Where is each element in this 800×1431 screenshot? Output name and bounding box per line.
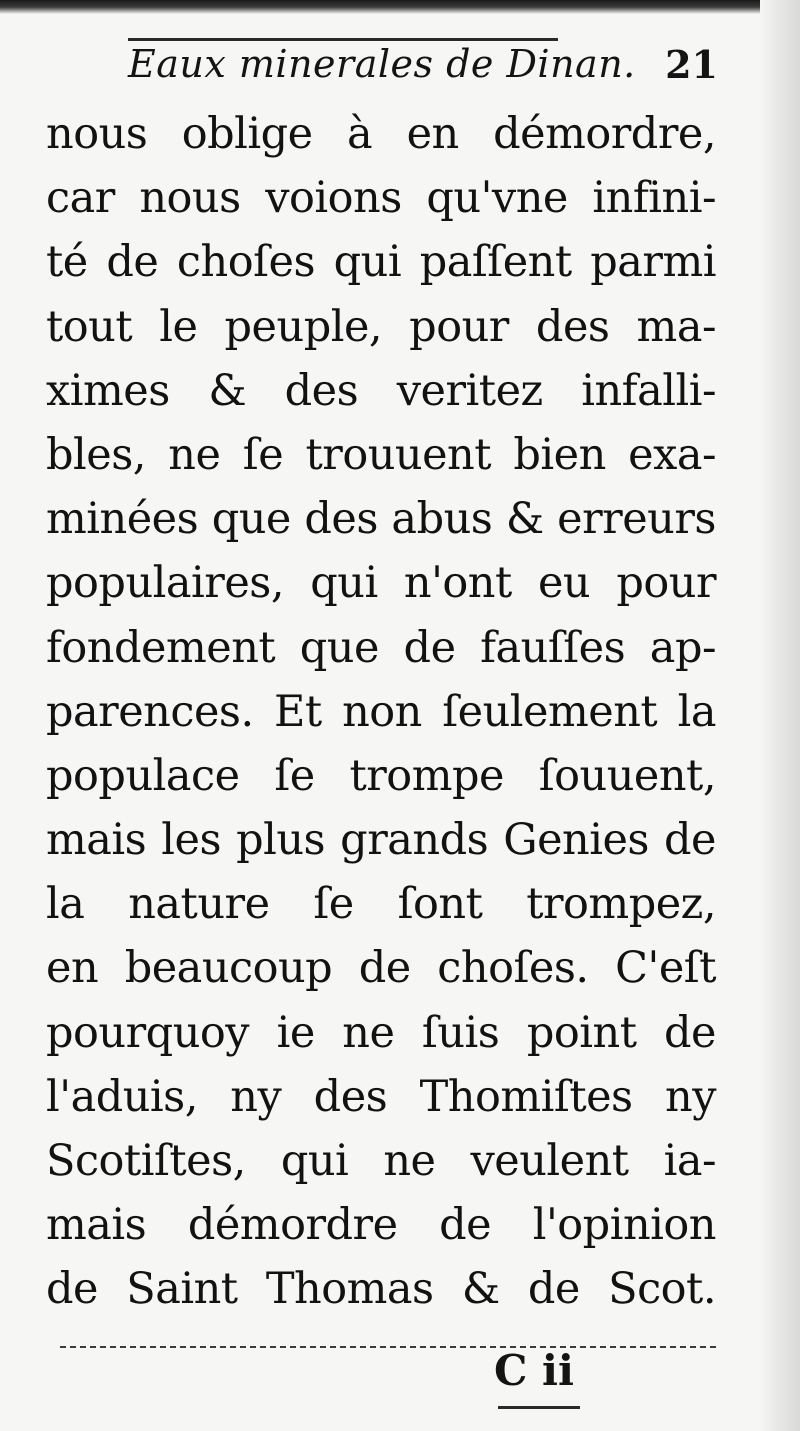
head-rule: [128, 38, 558, 41]
text-line: la nature ſe ſont trompez,: [46, 879, 716, 930]
text-line: car nous voions qu'vne infini-: [46, 173, 716, 224]
text-line: l'aduis, ny des Thomiſtes ny: [46, 1071, 716, 1122]
text-line: nous oblige à en démordre,: [46, 109, 716, 159]
text-line: fondement que de fauſſes ap-: [46, 622, 716, 673]
signature-mark: C ii: [494, 1346, 574, 1395]
text-line: té de choſes qui paſſent parmi: [46, 237, 716, 288]
text-line: ximes & des veritez infalli-: [46, 365, 716, 416]
text-line: en beaucoup de choſes. C'eſt: [46, 943, 716, 994]
text-line: Scotiſtes, qui ne veulent ia-: [46, 1136, 716, 1186]
text-line: bles, ne ſe trouuent bien exa-: [46, 429, 716, 480]
running-title: Eaux minerales de Dinan.: [128, 42, 636, 86]
text-line: de Saint Thomas & de Scot.: [46, 1264, 716, 1315]
text-line: tout le peuple, pour des ma-: [46, 301, 716, 352]
page-number: 21: [665, 42, 718, 87]
scan-top-edge: [0, 0, 800, 14]
bottom-rule: [60, 1346, 716, 1348]
signature-underline: [498, 1406, 580, 1409]
text-line: mais les plus grands Genies de: [46, 815, 716, 866]
scan-right-edge: [760, 0, 800, 1431]
text-line: parences. Et non ſeulement la: [46, 686, 716, 737]
text-line: minées que des abus & erreurs: [46, 494, 716, 545]
text-line: populaires, qui n'ont eu pour: [46, 558, 716, 609]
text-line: pourquoy ie ne ſuis point de: [46, 1007, 716, 1058]
running-head: [128, 38, 718, 94]
text-line: populace ſe trompe ſouuent,: [46, 750, 716, 801]
body-text: [46, 102, 716, 1322]
text-line: mais démordre de l'opinion: [46, 1200, 716, 1251]
